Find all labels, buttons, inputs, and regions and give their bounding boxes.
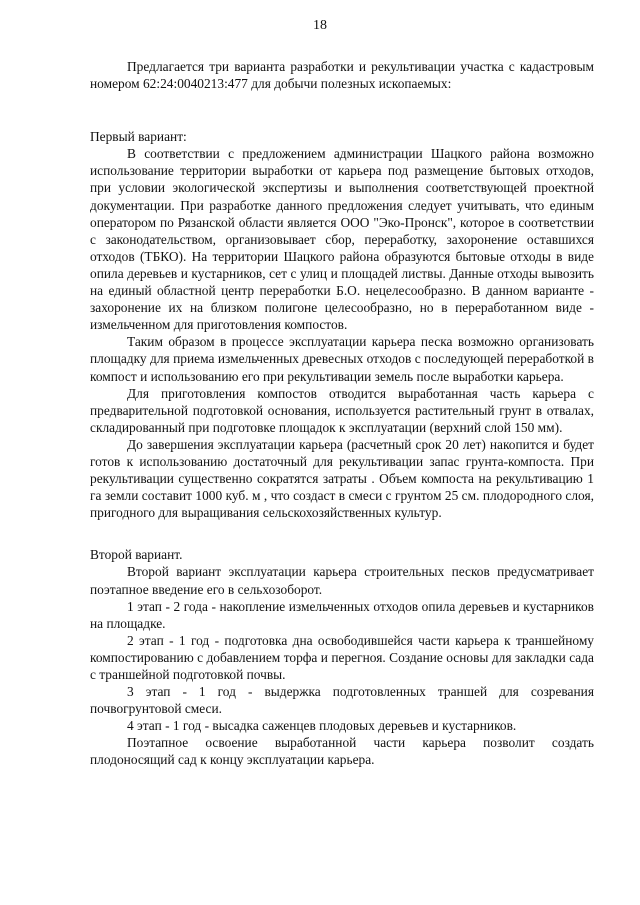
stage-1-paragraph: 1 этап - 2 года - накопление измельченных отходов опила деревьев и кустарников на площадке.: [90, 598, 594, 631]
variant-2-heading: Второй вариант.: [90, 547, 183, 563]
page-number: 18: [313, 18, 327, 33]
stage-3-paragraph: 3 этап - 1 год - выдержка подготовленных траншей для созревания почвогрунтовой смеси.: [90, 684, 594, 717]
stage-2-paragraph: 2 этап - 1 год - подготовка дна освободившейся части карьера к траншейному компостированию с добавлением торфа и перегноя. Создание основы для закладки сада с траншейной подготовкой почвы.: [90, 632, 594, 682]
section-gap: [90, 92, 594, 128]
variant-2-conclusion: Поэтапное освоение выработанной части карьера позволит создать плодоносящий сад к концу эксплуатации карьера.: [90, 735, 594, 768]
intro-paragraph: Предлагается три варианта разработки и рекультивации участка с кадастровым номером 62:24:0040213:477 для добычи полезных ископаемых:: [90, 59, 594, 92]
variant-1-paragraph: Для приготовления компостов отводится выработанная часть карьера с предварительной подготовкой основания, используется растительный грунт в отвалах, складированный при подготовке площадок к эксплуатации (верхний слой 150 мм).: [90, 385, 594, 435]
variant-1-paragraph: В соответствии с предложением администрации Шацкого района возможно использование территории выработки от карьера под размещение бытовых отходов, при условии экологической экспертизы и выполнения соответствующей проектной документации. При разработке данного предложения следует учитывать, что единым оператором по Рязанской области является ООО "Эко-Пронск", которое в соответствии с законодательством, организовывает сбор, переработку, захоронение оставшихся отходов (ТБКО). На территории Шацкого района образуются бытовые отходы в виде опила деревьев и кустарников, сет с улиц и площадей листвы. Данные отходы вывозить на единый областной центр переработки Б.О. нецелесообразно. В данном варианте - захоронение их на близком полигоне целесообразно, но в переработанном виде - измельченном для приготовления компостов.: [90, 146, 594, 333]
document-body: [90, 58, 594, 769]
variant-1-section: [90, 128, 594, 521]
variant-2-paragraph: Второй вариант эксплуатации карьера строительных песков предусматривает поэтапное введение его в сельхозоборот.: [90, 564, 594, 597]
stage-4-paragraph: 4 этап - 1 год - высадка саженцев плодовых деревьев и кустарников.: [127, 718, 517, 734]
variant-1-paragraph: До завершения эксплуатации карьера (расчетный срок 20 лет) накопится и будет готов к использованию достаточный для рекультивации запас грунта-компоста. При рекультивации существенно сократятся затраты . Объем компоста на рекультивацию 1 га земли составит 1000 куб. м , что создаст в смеси с грунтом 25 см. плодородного слоя, пригодного для выращивания сельскохозяйственных культур.: [90, 436, 594, 521]
variant-1-heading: Первый вариант:: [90, 129, 187, 145]
variant-1-paragraph: Таким образом в процессе эксплуатации карьера песка возможно организовать площадку для приема измельченных древесных отходов с последующей переработкой в компост и использованию его при рекультивации земель после выработки карьера.: [90, 334, 594, 384]
variant-2-section: [90, 546, 594, 768]
section-gap: [90, 521, 594, 546]
